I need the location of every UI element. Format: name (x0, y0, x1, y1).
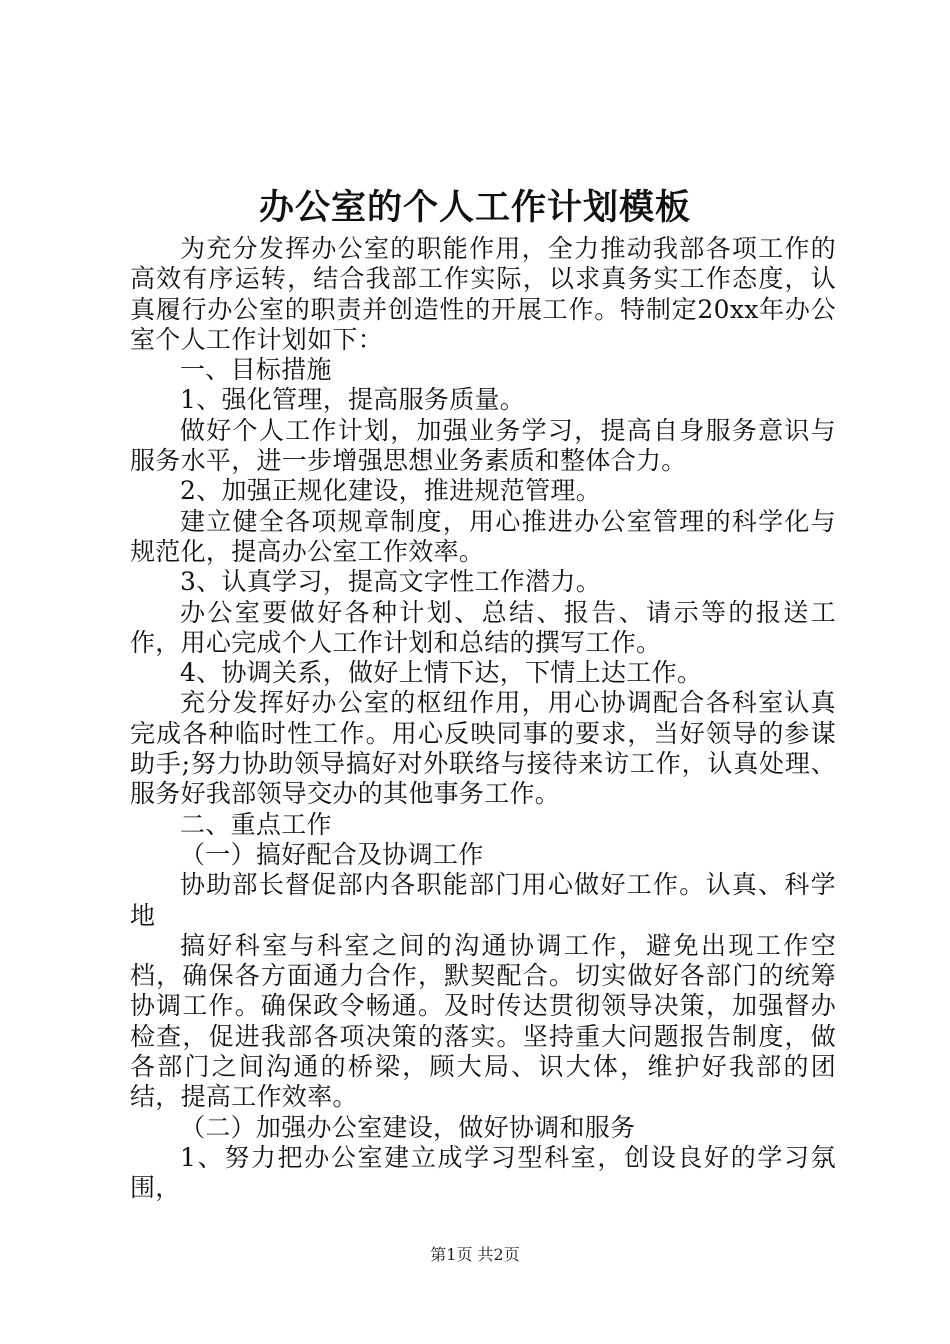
paragraph: 办公室要做好各种计划、总结、报告、请示等的报送工作，用心完成个人工作计划和总结的撰写工作。 (130, 597, 836, 657)
item-heading-3: 3、认真学习，提高文字性工作潜力。 (180, 567, 602, 597)
page-footer: 第1页 共2页 (430, 1245, 520, 1264)
section-heading-2: 二、重点工作 (180, 809, 332, 839)
document-body (130, 234, 836, 1204)
paragraph: 协助部长督促部内各职能部门用心做好工作。认真、科学地 (130, 870, 836, 930)
paragraph: 做好个人工作计划，加强业务学习，提高自身服务意识与服务水平，进一步增强思想业务素质和整体合力。 (130, 415, 836, 476)
section-heading-1: 一、目标措施 (180, 355, 332, 385)
item-heading-1: 1、强化管理，提高服务质量。 (180, 385, 526, 415)
paragraph: 建立健全各项规章制度，用心推进办公室管理的科学化与规范化，提高办公室工作效率。 (130, 506, 836, 566)
item-heading-4: 4、协调关系，做好上情下达，下情上达工作。 (180, 658, 703, 688)
item-heading-2: 2、加强正规化建设，推进规范管理。 (180, 476, 602, 506)
paragraph: 搞好科室与科室之间的沟通协调工作，避免出现工作空档，确保各方面通力合作，默契配合。切实做好各部门的统筹协调工作。确保政令畅通。及时传达贯彻领导决策，加强督办检查，促进我部各项决策的落实。坚持重大问题报告制度，做各部门之间沟通的桥梁，顾大局、识大体，维护好我部的团结，提高工作效率。 (130, 930, 836, 1112)
paragraph: 1、努力把办公室建立成学习型科室，创设良好的学习氛围， (130, 1142, 836, 1203)
paragraph-intro: 为充分发挥办公室的职能作用，全力推动我部各项工作的高效有序运转，结合我部工作实际，以求真务实工作态度，认真履行办公室的职责并创造性的开展工作。特制定20xx年办公室个人工作计划如下： (130, 234, 836, 354)
paragraph: 充分发挥好办公室的枢纽作用，用心协调配合各科室认真完成各种临时性工作。用心反映同事的要求，当好领导的参谋助手;努力协助领导搞好对外联络与接待来访工作，认真处理、服务好我部领导交办的其他事务工作。 (130, 688, 836, 809)
subsection-heading-1: （一）搞好配合及协调工作 (180, 839, 484, 869)
subsection-heading-2: （二）加强办公室建设，做好协调和服务 (180, 1112, 636, 1142)
document-title: 办公室的个人工作计划模板 (258, 187, 691, 228)
